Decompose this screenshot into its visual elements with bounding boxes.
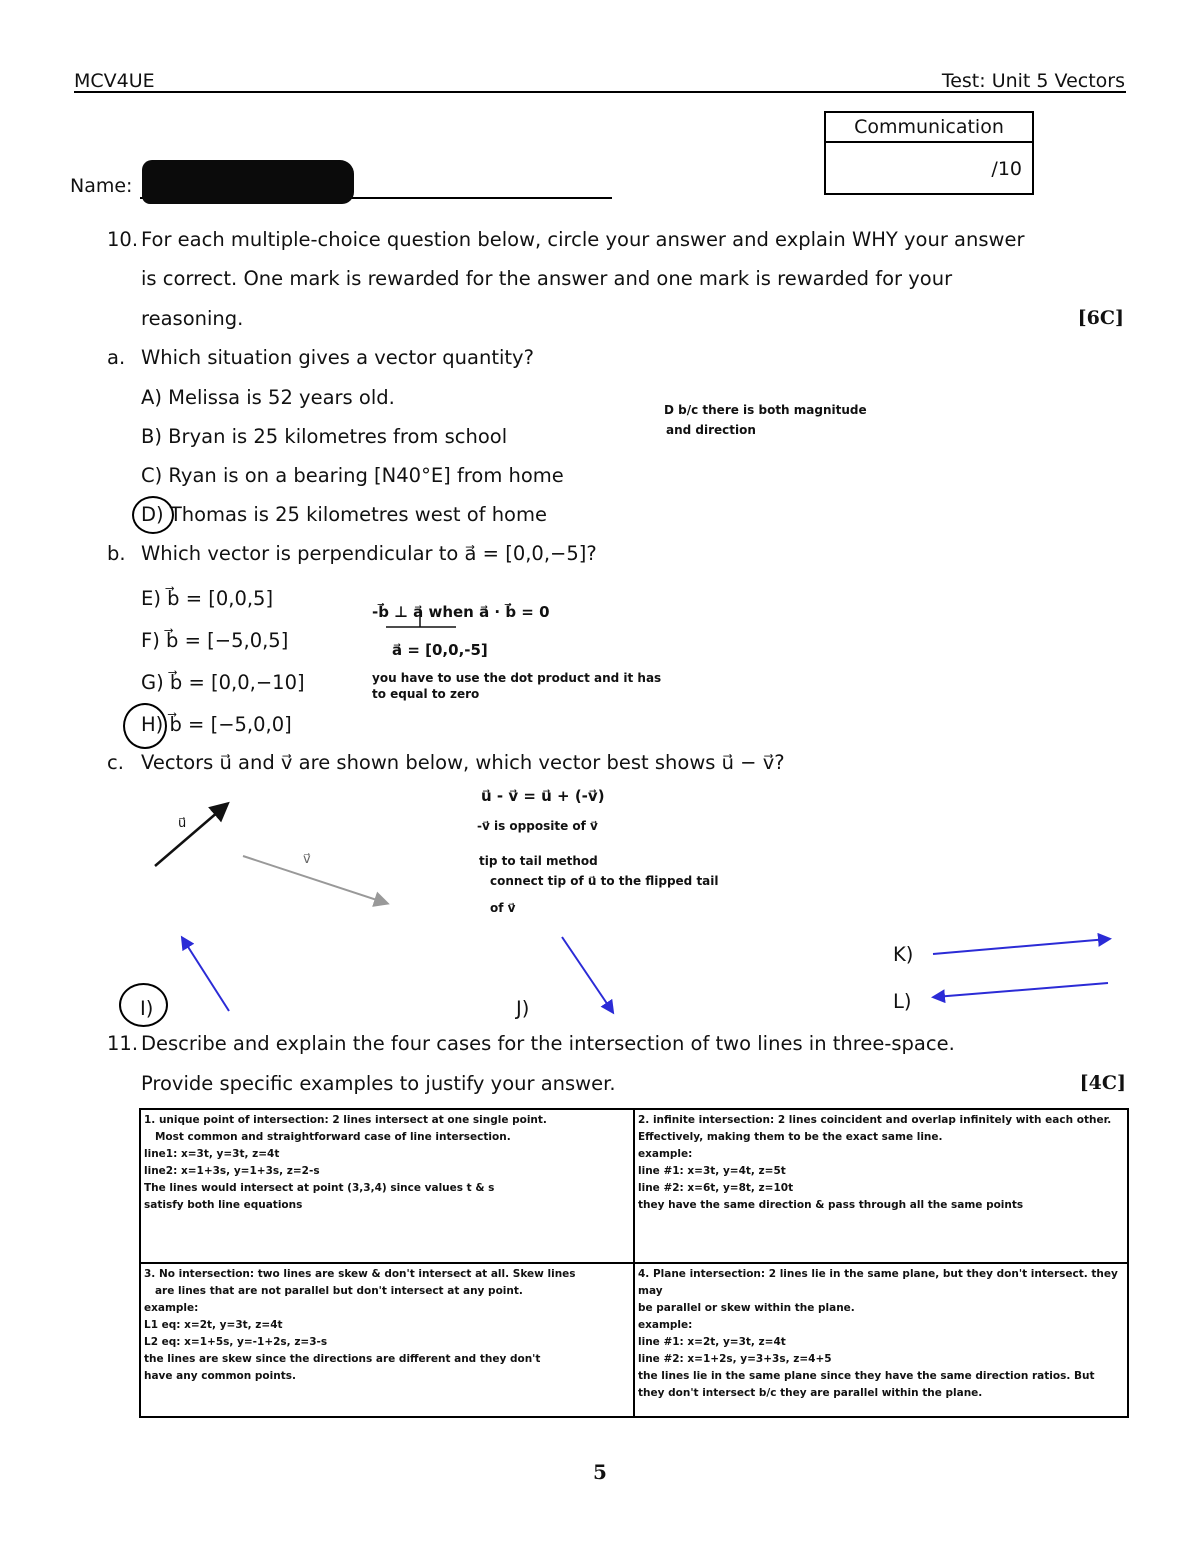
u-label: u⃗: [178, 816, 187, 831]
answer-cell-2: [634, 1109, 1128, 1263]
q10c-handwritten-4: connect tip of u⃗ to the flipped tail: [490, 874, 719, 888]
q11-number: 11.: [107, 1032, 139, 1055]
q10b-handwritten-3: you have to use the dot product and it has: [372, 671, 662, 685]
q10c-handwritten-1: u⃗ - v⃗ = u⃗ + (-v⃗): [481, 787, 605, 805]
q10b-handwritten-2: a⃗ = [0,0,-5]: [392, 641, 488, 659]
answer-cell-1-text: 1. unique point of intersection: 2 lines intersect at one single point. Most common and straightforward case of line intersection. line1: x=3t, y=3t, z=4t line2: x=1+3s, y=1+3s, z=2-s The lines would intersect at point (3,3,4) since values t & s satisfy both line equations: [144, 1114, 547, 1211]
q10c-handwritten-3: tip to tail method: [479, 854, 598, 868]
q11-prompt-line2: Provide specific examples to justify your answer.: [141, 1072, 616, 1095]
answer-cell-1: [140, 1109, 634, 1263]
q10a-option-d[interactable]: D) Thomas is 25 kilometres west of home: [141, 503, 547, 526]
q10-prompt-line3: reasoning.: [141, 307, 244, 330]
course-code: MCV4UE: [74, 70, 155, 92]
q10a-handwritten-2: and direction: [666, 423, 756, 437]
answer-cell-2-text: 2. infinite intersection: 2 lines coincident and overlap infinitely with each other. Effectively, making them to be the exact same line. example: line #1: x=3t, y=4t, z=5t line #2: x=6t, y=8t, z=10t they have the same direction & pass through all the same points: [638, 1114, 1112, 1211]
q10b-question: Which vector is perpendicular to a⃗ = [0,0,−5]?: [141, 542, 597, 565]
choice-i-label[interactable]: I): [140, 997, 154, 1020]
q10a-question: Which situation gives a vector quantity?: [141, 346, 534, 369]
v-label: v⃗: [303, 852, 311, 867]
q10c-label: c.: [107, 751, 124, 774]
q10c-handwritten-2: -v⃗ is opposite of v⃗: [477, 819, 598, 833]
choice-j-arrow: [562, 937, 612, 1011]
q10a-option-a[interactable]: A) Melissa is 52 years old.: [141, 386, 395, 409]
q10a-handwritten-1: D b/c there is both magnitude: [664, 403, 867, 417]
q10b-option-g[interactable]: G) b⃗ = [0,0,−10]: [141, 671, 305, 694]
q10b-handwritten-4: to equal to zero: [372, 687, 480, 701]
answer-cell-4-text: 4. Plane intersection: 2 lines lie in the same plane, but they don't intersect. they may be parallel or skew within the plane. example: line #1: x=2t, y=3t, z=4t line #2: x=1+2s, y=3+3s, z=4+5 the lines lie in the same plane since they have the same direction ratios. But they don't intersect b/c they are parallel within the plane.: [638, 1268, 1118, 1399]
q10b-handwritten-1: -b⃗ ⊥ a⃗ when a⃗ · b⃗ = 0: [372, 603, 550, 621]
vector-u-arrow: [155, 805, 226, 866]
page-number: 5: [593, 1460, 607, 1484]
answer-cell-3: [140, 1263, 634, 1417]
q10a-label: a.: [107, 346, 126, 369]
choice-l-label[interactable]: L): [893, 990, 912, 1013]
q11-answer-table: [139, 1108, 1129, 1418]
q10a-option-c[interactable]: C) Ryan is on a bearing [N40°E] from home: [141, 464, 564, 487]
q10-prompt-line2: is correct. One mark is rewarded for the answer and one mark is rewarded for your: [141, 267, 953, 290]
answer-cell-4: [634, 1263, 1128, 1417]
q10b-option-e[interactable]: E) b⃗ = [0,0,5]: [141, 587, 274, 610]
q11-prompt-line1: Describe and explain the four cases for the intersection of two lines in three-space.: [141, 1032, 955, 1055]
selected-answer-circle-i: [119, 983, 168, 1027]
answer-cell-3-text: 3. No intersection: two lines are skew & don't intersect at all. Skew lines are lines that are not parallel but don't intersect at any point. example: L1 eq: x=2t, y=3t, z=4t L2 eq: x=1+5s, y=-1+2s, z=3-s the lines are skew since the directions are different and they don't have any common points.: [144, 1268, 576, 1382]
choice-j-label[interactable]: J): [516, 997, 530, 1020]
q10b-option-f[interactable]: F) b⃗ = [−5,0,5]: [141, 629, 289, 652]
q10-prompt-line1: For each multiple-choice question below, circle your answer and explain WHY your answer: [141, 228, 1025, 251]
choice-k-label[interactable]: K): [893, 943, 914, 966]
choice-l-arrow: [935, 983, 1108, 997]
choice-k-arrow: [933, 939, 1108, 954]
q11-mark: [4C]: [1079, 1072, 1126, 1094]
communication-score: /10: [991, 158, 1022, 180]
q10c-handwritten-5: of v⃗: [490, 901, 516, 915]
vector-v-arrow: [243, 856, 386, 903]
q10a-option-b[interactable]: B) Bryan is 25 kilometres from school: [141, 425, 508, 448]
name-label: Name:: [70, 175, 133, 197]
test-title: Test: Unit 5 Vectors: [941, 70, 1125, 92]
q10c-question: Vectors u⃗ and v⃗ are shown below, which vector best shows u⃗ − v⃗?: [141, 751, 785, 774]
q10b-label: b.: [107, 542, 126, 565]
choice-i-arrow: [183, 939, 229, 1011]
q10-number: 10.: [107, 228, 139, 251]
communication-label: Communication: [826, 113, 1032, 143]
q10-mark: [6C]: [1077, 307, 1124, 329]
q10b-option-h[interactable]: H) b⃗ = [−5,0,0]: [141, 713, 292, 736]
